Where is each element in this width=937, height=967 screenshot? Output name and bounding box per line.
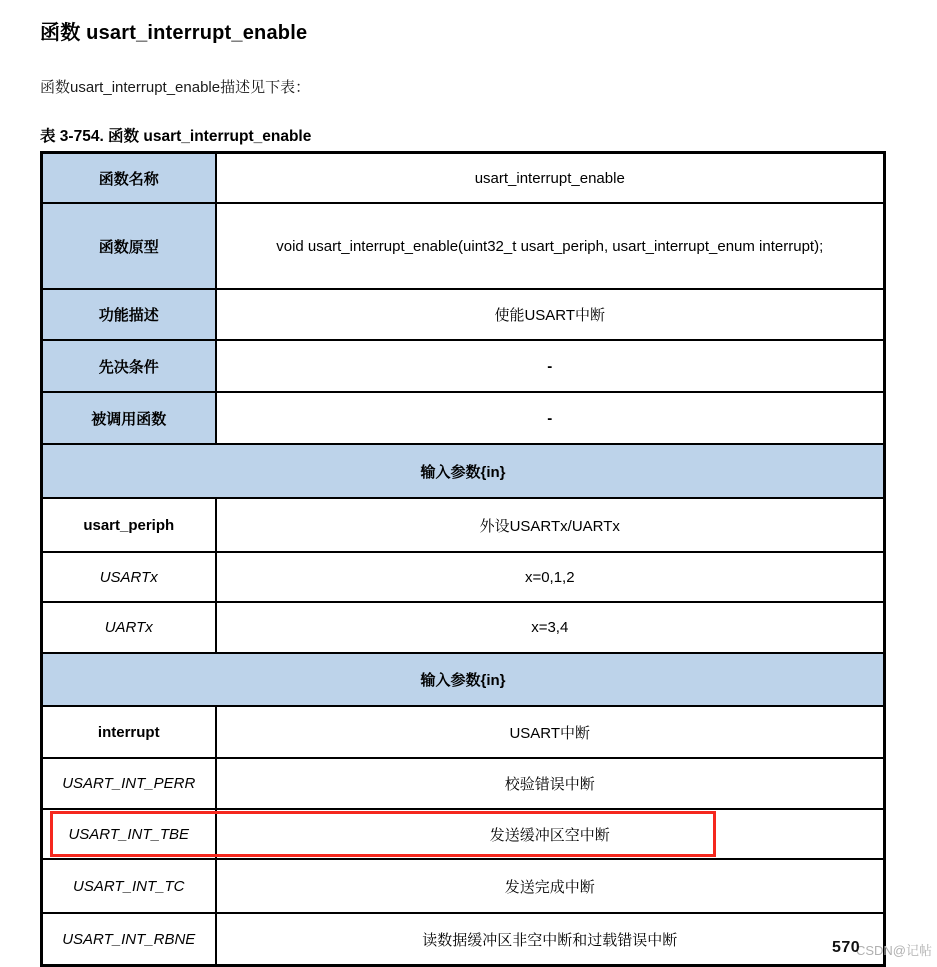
row-function-prototype	[42, 203, 885, 289]
row-label: 先决条件	[42, 340, 216, 392]
row-usart-int-tc	[42, 859, 885, 913]
row-value: x=3,4	[216, 602, 885, 653]
table-caption: 表 3-754. 函数 usart_interrupt_enable	[40, 128, 312, 145]
row-value: -	[216, 392, 885, 444]
row-usart-int-rbne	[42, 913, 885, 966]
row-label: usart_periph	[42, 498, 216, 552]
row-label: USART_INT_RBNE	[42, 913, 216, 966]
row-uartx	[42, 602, 885, 653]
function-table-container	[40, 151, 886, 967]
section-header: 输入参数{in}	[42, 653, 885, 706]
row-value: 读数据缓冲区非空中断和过载错误中断	[216, 913, 885, 966]
page-footer	[822, 937, 932, 959]
page-title: 函数 usart_interrupt_enable	[40, 22, 308, 44]
row-label: USARTx	[42, 552, 216, 602]
row-label: USART_INT_PERR	[42, 758, 216, 809]
row-input-params-header-1	[42, 444, 885, 498]
row-usart-int-perr	[42, 758, 885, 809]
row-value: 外设USARTx/UARTx	[216, 498, 885, 552]
row-value: usart_interrupt_enable	[216, 153, 885, 204]
row-value: 发送完成中断	[216, 859, 885, 913]
row-value: 发送缓冲区空中断	[216, 809, 885, 859]
row-label: UARTx	[42, 602, 216, 653]
section-header: 输入参数{in}	[42, 444, 885, 498]
row-value: 校验错误中断	[216, 758, 885, 809]
row-label: 被调用函数	[42, 392, 216, 444]
row-label: 函数原型	[42, 203, 216, 289]
row-interrupt	[42, 706, 885, 758]
row-label: 函数名称	[42, 153, 216, 204]
row-label: USART_INT_TC	[42, 859, 216, 913]
watermark-text: CSDN@记帖	[855, 943, 932, 958]
row-function-name	[42, 153, 885, 204]
row-function-description	[42, 289, 885, 340]
row-usart-int-tbe	[42, 809, 885, 859]
row-value: x=0,1,2	[216, 552, 885, 602]
row-input-params-header-2	[42, 653, 885, 706]
row-label: USART_INT_TBE	[42, 809, 216, 859]
row-usart-periph	[42, 498, 885, 552]
row-value: -	[216, 340, 885, 392]
row-value: void usart_interrupt_enable(uint32_t usart_periph, usart_interrupt_enum interrupt);	[216, 203, 885, 289]
row-precondition	[42, 340, 885, 392]
function-table	[40, 151, 886, 967]
intro-text: 函数usart_interrupt_enable描述见下表：	[40, 79, 311, 96]
row-value: 使能USART中断	[216, 289, 885, 340]
row-called-functions	[42, 392, 885, 444]
page-number: 570	[832, 939, 861, 956]
row-value: USART中断	[216, 706, 885, 758]
row-label: 功能描述	[42, 289, 216, 340]
row-label: interrupt	[42, 706, 216, 758]
row-usartx	[42, 552, 885, 602]
